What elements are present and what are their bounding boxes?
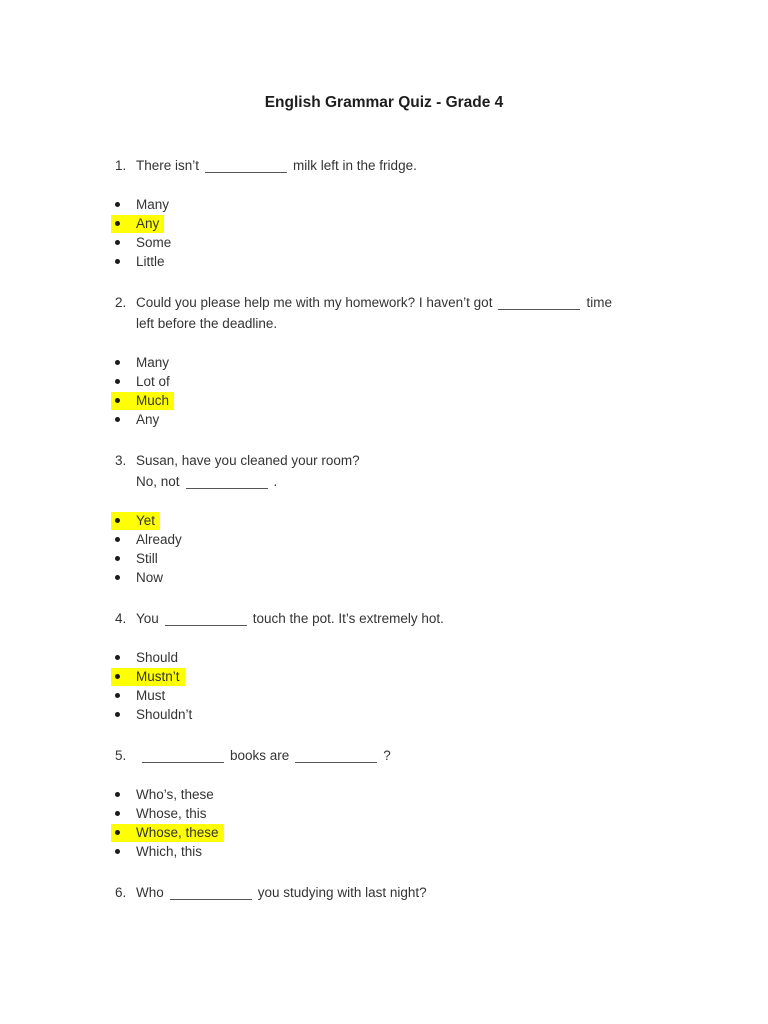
option-label: Now	[136, 570, 164, 585]
question-segment: you studying with last night?	[257, 885, 427, 900]
option-item	[0, 391, 768, 410]
option-label: Who’s, these	[136, 787, 214, 802]
option-label: Still	[136, 551, 158, 566]
option-content	[111, 411, 164, 429]
question-block	[0, 745, 768, 861]
options-list	[0, 785, 768, 861]
option-highlight	[111, 392, 174, 410]
option-content	[111, 354, 174, 372]
option-highlight	[111, 824, 224, 842]
option-label: Mustn’t	[136, 669, 180, 684]
answer-blank	[186, 476, 268, 489]
question-number: 1.	[115, 158, 127, 173]
question-block	[0, 292, 768, 429]
question-text	[0, 450, 768, 492]
option-content	[111, 649, 183, 667]
bullet-icon	[115, 575, 120, 580]
bullet-icon	[115, 674, 120, 679]
option-label: Little	[136, 254, 165, 269]
answer-blank	[295, 750, 377, 763]
option-content	[111, 531, 187, 549]
option-label: Already	[136, 532, 182, 547]
question-number: 2.	[115, 295, 127, 310]
bullet-icon	[115, 360, 120, 365]
option-item	[0, 686, 768, 705]
option-content	[111, 234, 176, 252]
option-highlight	[111, 512, 160, 530]
option-item	[0, 785, 768, 804]
option-label: Should	[136, 650, 179, 665]
option-label: Many	[136, 355, 170, 370]
bullet-icon	[115, 811, 120, 816]
question-text	[0, 608, 768, 629]
option-label: Any	[136, 412, 160, 427]
option-item	[0, 842, 768, 861]
option-content	[111, 373, 175, 391]
answer-blank	[205, 160, 287, 173]
question-number: 3.	[115, 453, 127, 468]
question-text	[0, 292, 768, 334]
option-content	[111, 550, 163, 568]
question-text	[0, 882, 768, 903]
bullet-icon	[115, 537, 120, 542]
question-segment: Who	[136, 885, 164, 900]
option-label: Whose, these	[136, 825, 219, 840]
question-block	[0, 608, 768, 724]
question-segment: There isn’t	[136, 158, 200, 173]
option-content	[111, 843, 207, 861]
option-item	[0, 214, 768, 233]
answer-blank	[170, 887, 252, 900]
option-content	[111, 687, 170, 705]
bullet-icon	[115, 712, 120, 717]
option-highlight	[111, 215, 164, 233]
question-segment: No, not	[136, 474, 180, 489]
question-number: 4.	[115, 611, 127, 626]
bullet-icon	[115, 221, 120, 226]
option-item	[0, 353, 768, 372]
option-label: Must	[136, 688, 166, 703]
question-segment: .	[273, 474, 278, 489]
question-segment: You	[136, 611, 159, 626]
question-block	[0, 450, 768, 587]
option-content	[111, 196, 174, 214]
bullet-icon	[115, 556, 120, 561]
options-list	[0, 353, 768, 429]
option-item	[0, 549, 768, 568]
options-list	[0, 511, 768, 587]
question-number: 5.	[115, 748, 127, 763]
bullet-icon	[115, 202, 120, 207]
option-highlight	[111, 668, 185, 686]
bullet-icon	[115, 417, 120, 422]
option-label: Many	[136, 197, 170, 212]
question-segment: milk left in the fridge.	[293, 158, 417, 173]
option-item	[0, 530, 768, 549]
options-list	[0, 648, 768, 724]
option-content	[111, 253, 170, 271]
option-item	[0, 195, 768, 214]
option-label: Lot of	[136, 374, 170, 389]
options-list	[0, 195, 768, 271]
question-segment: time	[586, 295, 612, 310]
option-item	[0, 568, 768, 587]
question-segment: books are	[230, 748, 290, 763]
answer-blank	[165, 613, 247, 626]
option-item	[0, 410, 768, 429]
option-label: Some	[136, 235, 172, 250]
question-number: 6.	[115, 885, 127, 900]
option-content	[111, 805, 212, 823]
option-item	[0, 804, 768, 823]
option-label: Which, this	[136, 844, 203, 859]
question-segment: Could you please help me with my homework? I haven’t got	[136, 295, 493, 310]
option-content	[111, 706, 197, 724]
option-item	[0, 233, 768, 252]
question-segment: left before the deadline.	[136, 316, 278, 331]
question-segment: Susan, have you cleaned your room?	[136, 453, 360, 468]
option-item	[0, 648, 768, 667]
option-label: Shouldn’t	[136, 707, 193, 722]
option-label: Any	[136, 216, 160, 231]
bullet-icon	[115, 792, 120, 797]
question-text	[0, 155, 768, 176]
option-label: Yet	[136, 513, 156, 528]
option-content	[111, 786, 219, 804]
question-segment: touch the pot. It’s extremely hot.	[252, 611, 444, 626]
option-item	[0, 823, 768, 842]
question-block	[0, 882, 768, 903]
bullet-icon	[115, 518, 120, 523]
bullet-icon	[115, 240, 120, 245]
answer-blank	[142, 750, 224, 763]
bullet-icon	[115, 379, 120, 384]
bullet-icon	[115, 849, 120, 854]
option-item	[0, 372, 768, 391]
option-item	[0, 667, 768, 686]
option-content	[111, 569, 168, 587]
bullet-icon	[115, 259, 120, 264]
bullet-icon	[115, 655, 120, 660]
option-item	[0, 252, 768, 271]
bullet-icon	[115, 398, 120, 403]
page-title: English Grammar Quiz - Grade 4	[264, 94, 504, 111]
option-item	[0, 511, 768, 530]
option-label: Much	[136, 393, 170, 408]
bullet-icon	[115, 693, 120, 698]
bullet-icon	[115, 830, 120, 835]
option-label: Whose, this	[136, 806, 207, 821]
question-segment: ?	[383, 748, 391, 763]
question-text	[0, 745, 768, 766]
quiz-body	[0, 155, 768, 903]
answer-blank	[498, 297, 580, 310]
option-item	[0, 705, 768, 724]
question-block	[0, 155, 768, 271]
